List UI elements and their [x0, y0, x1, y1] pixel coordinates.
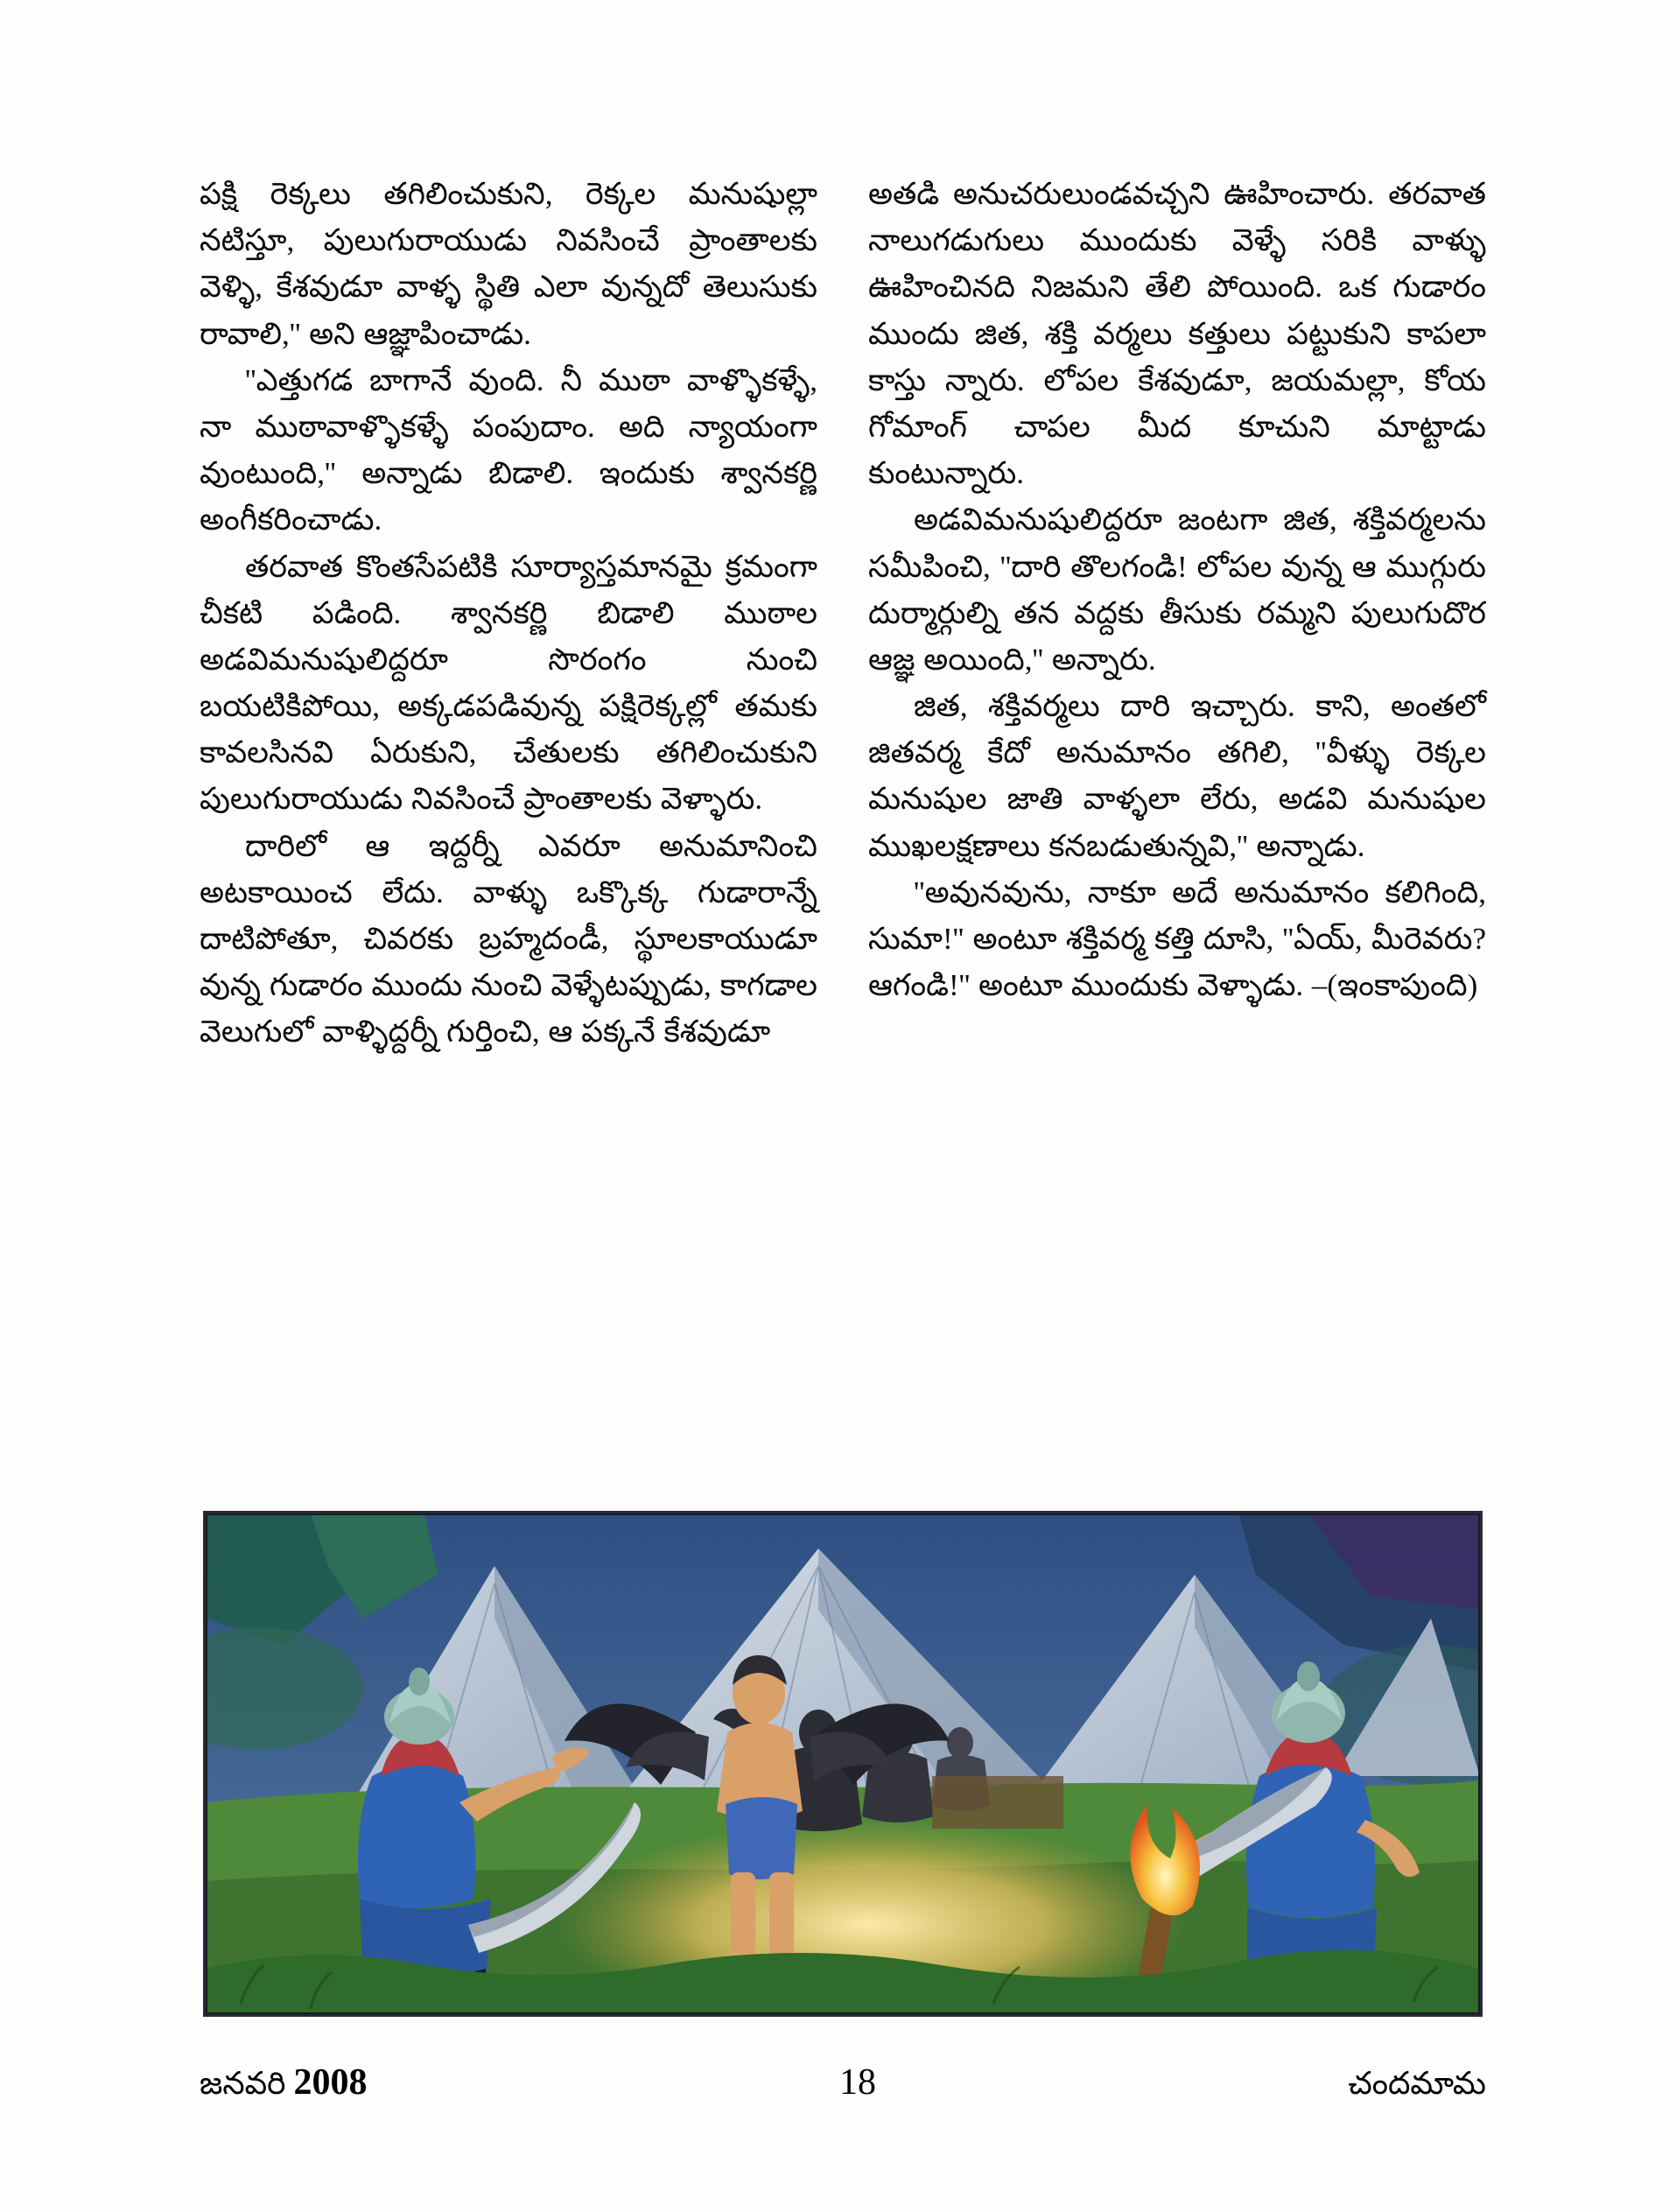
- paragraph: అతడి అనుచరులుండవచ్చని ఊహించారు. తరవాత నాలుగడుగులు ముందుకు వెళ్ళే సరికి వాళ్ళు ఊహించినది నిజమని తేలి పోయింది. ఒక గుడారం ముందు జిత, శక్తి వర్మలు కత్తులు పట్టుకుని కాపలా కాస్తు న్నారు. లోపల కేశవుడూ, జయమల్లా, కోయ గోమాంగ్ చాపల మీద కూచుని మాట్టాడు కుంటున్నారు.: [868, 177, 1486, 491]
- left-text-column: [200, 171, 817, 1056]
- paragraph: ''ఎత్తుగడ బాగానే వుంది. నీ ముఠా వాళ్ళొకళ్ళే, నా ముఠావాళ్ళొకళ్ళే పంపుదాం. అది న్యాయంగా వుంటుంది,'' అన్నాడు బిడాలి. ఇందుకు శ్వానకర్ణి అంగీకరించాడు.: [200, 362, 817, 537]
- illustration-artwork: [206, 1513, 1480, 2014]
- paragraph: ''అవునవును, నాకూ అదే అనుమానం కలిగింది, సుమా!'' అంటూ శక్తివర్మ కత్తి దూసి, ''ఏయ్, మీరెవరు? ఆగండి!'' అంటూ ముందుకు వెళ్ళాడు. –(ఇంకాపుంది): [868, 874, 1486, 1003]
- footer-month: జనవరి: [200, 2066, 286, 2101]
- footer-magazine-name: చందమామ: [1348, 2066, 1486, 2101]
- footer-issue-date: [200, 2061, 368, 2110]
- paragraph: తరవాత కొంతసేపటికి సూర్యాస్తమానమై క్రమంగా చీకటి పడింది. శ్వానకర్ణి బిడాలి ముఠాల అడవిమనుషులిద్దరూ సొరంగం నుంచి బయటికిపోయి, అక్కడపడివున్న పక్షిరెక్కల్లో తమకు కావలసినవి ఏరుకుని, చేతులకు తగిలించుకుని పులుగురాయుడు నివసించే ప్రాంతాలకు వెళ్ళారు.: [200, 549, 817, 817]
- footer-year: 2008: [293, 2062, 368, 2103]
- page-footer: [200, 2061, 1486, 2114]
- paragraph: జిత, శక్తివర్మలు దారి ఇచ్చారు. కాని, అంతలో జితవర్మ కేదో అనుమానం తగిలి, ''వీళ్ళు రెక్కల మనుషుల జాతి వాళ్ళలా లేరు, అడవి మనుషుల ముఖలక్షణాలు కనబడుతున్నవి,'' అన్నాడు.: [868, 689, 1486, 863]
- paragraph: అడవిమనుషులిద్దరూ జంటగా జిత, శక్తివర్మలను సమీపించి, ''దారి తొలగండి! లోపల వున్న ఆ ముగ్గురు దుర్మార్గుల్ని తన వద్దకు తీసుకు రమ్మని పులుగుదొర ఆజ్ఞ అయింది,'' అన్నారు.: [868, 502, 1486, 677]
- two-column-text-body: [200, 171, 1486, 1056]
- right-text-column: [868, 171, 1486, 1056]
- paragraph: పక్షి రెక్కలు తగిలించుకుని, రెక్కల మనుషుల్లా నటిస్తూ, పులుగురాయుడు నివసించే ప్రాంతాలకు వెళ్ళి, కేశవుడూ వాళ్ళ స్థితి ఎలా వున్నదో తెలుసుకు రావాలి,'' అని ఆజ్ఞాపించాడు.: [200, 177, 817, 351]
- paragraph: దారిలో ఆ ఇద్దర్నీ ఎవరూ అనుమానించి అటకాయించ లేదు. వాళ్ళు ఒక్కొక్క గుడారాన్నే దాటిపోతూ, చివరకు బ్రహ్మదండీ, స్థూలకాయుడూ వున్న గుడారం ముందు నుంచి వెళ్ళేటప్పుడు, కాగడాల వెలుగులో వాళ్ళిద్దర్నీ గుర్తించి, ఆ పక్కనే కేశవుడూ: [200, 828, 817, 1050]
- page-number: 18: [838, 2062, 876, 2103]
- comic-illustration: [203, 1511, 1483, 2017]
